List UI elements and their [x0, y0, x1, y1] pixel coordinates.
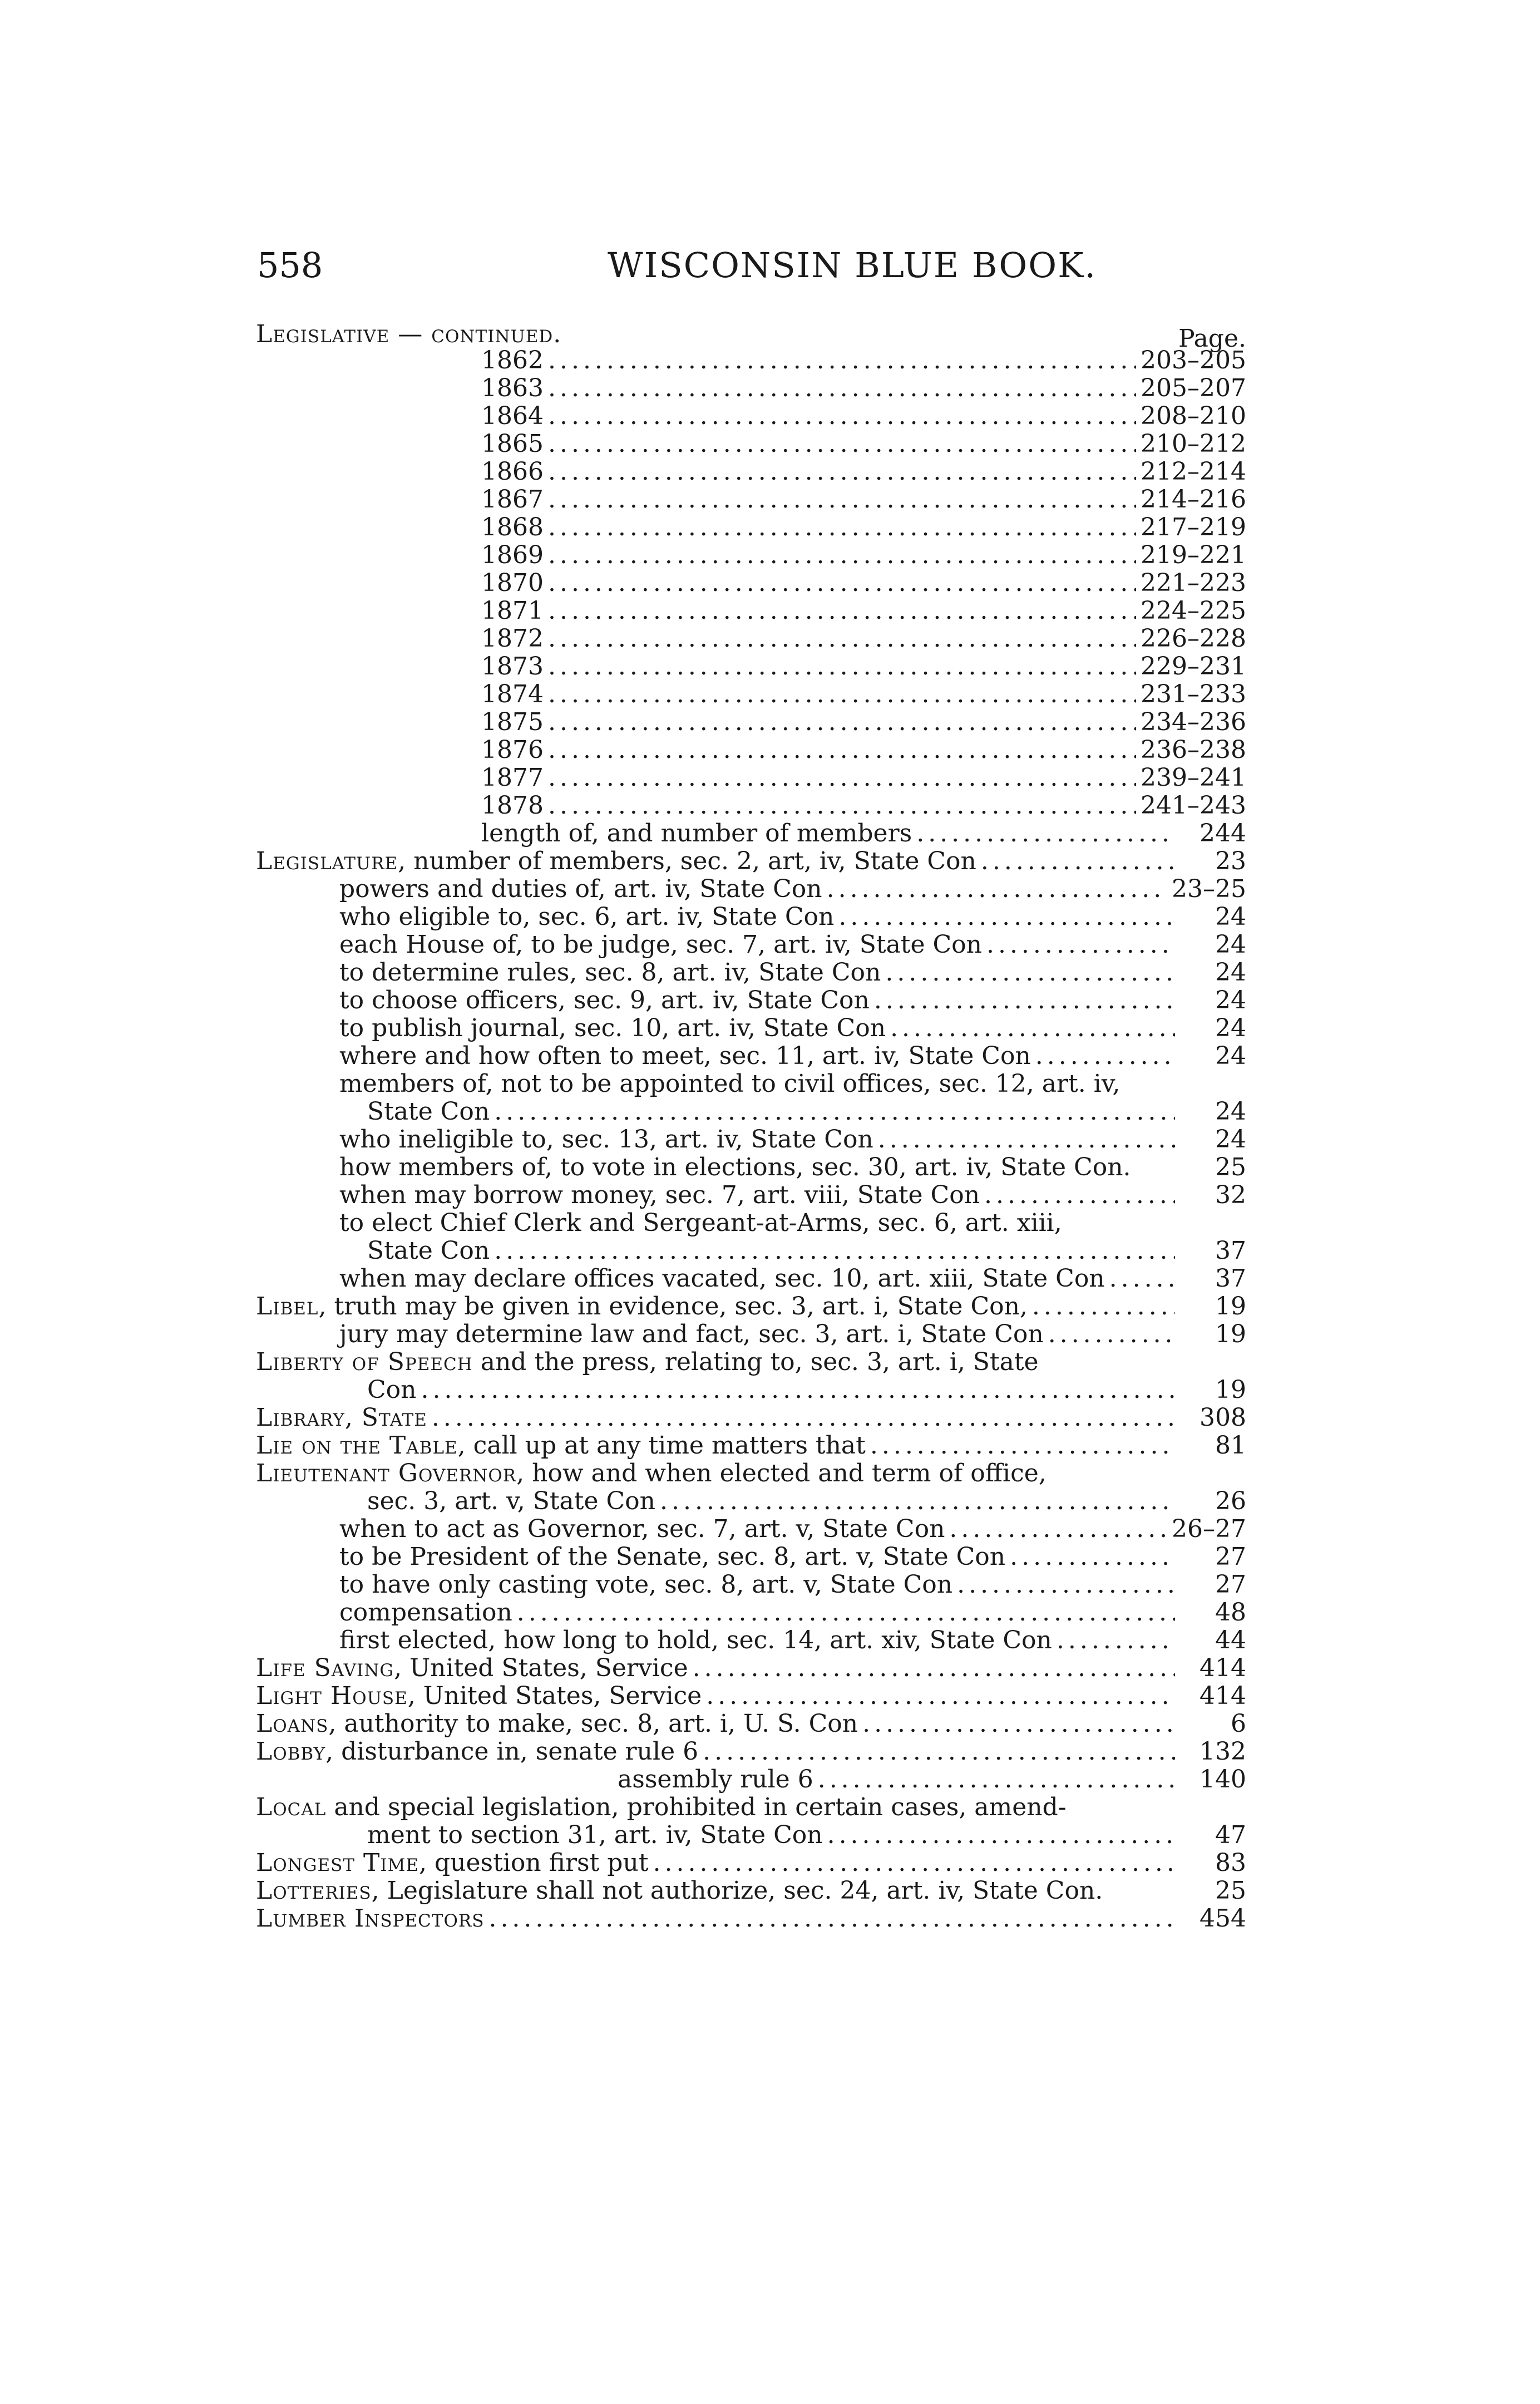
index-entry: Lobby, disturbance in, senate rule 6 ..... 132 — [256, 1738, 1246, 1766]
index-entry-first-line: Local and special legislation, prohibited in certain cases, amend- — [256, 1793, 1067, 1821]
index-entry: State Con ..... 37 — [256, 1237, 1246, 1265]
index-entry: who ineligible to, sec. 13, art. iv, State Con ..... 24 — [256, 1126, 1246, 1154]
index-entry: to be President of the Senate, sec. 8, art. v, State Con ..... 27 — [256, 1543, 1246, 1571]
entry-heading: Light House — [256, 1682, 408, 1710]
index-entry: Legislature, number of members, sec. 2, art, iv, State Con ..... 23 — [256, 848, 1246, 875]
entry-heading: Lieutenant Governor — [256, 1459, 517, 1487]
index-entry-first-line: Liberty of Speech and the press, relating to, sec. 3, art. i, State — [256, 1348, 1039, 1376]
page-number: 558 — [257, 245, 323, 285]
index-entry: ment to section 31, art. iv, State Con ..... 47 — [256, 1821, 1246, 1849]
continued-heading: Legislative — continued. — [256, 320, 562, 348]
index-entry: 1862 ..... 203–205 — [256, 347, 1246, 375]
index-entry: Lumber Inspectors ..... 454 — [256, 1905, 1246, 1933]
index-entry: assembly rule 6 ..... 140 — [256, 1766, 1246, 1794]
index-entry: 1864 ..... 208–210 — [256, 402, 1246, 430]
index-entry-first-line: to elect Chief Clerk and Sergeant-at-Arms, sec. 6, art. xiii, — [339, 1209, 1062, 1237]
entry-heading: Longest Time — [256, 1849, 419, 1877]
index-entry: where and how often to meet, sec. 11, art. iv, State Con ..... 24 — [256, 1042, 1246, 1070]
index-entry: Libel, truth may be given in evidence, sec. 3, art. i, State Con, ..... 19 — [256, 1293, 1246, 1321]
entry-heading: Loans — [256, 1710, 329, 1738]
index-entry: 1872 ..... 226–228 — [256, 625, 1246, 653]
index-entry: each House of, to be judge, sec. 7, art. iv, State Con ..... 24 — [256, 931, 1246, 959]
index-entry: how members of, to vote in elections, sec. 30, art. iv, State Con. 25 — [339, 1153, 1246, 1181]
index-entry: 1878 ..... 241–243 — [256, 792, 1246, 820]
index-entry: Loans, authority to make, sec. 8, art. i, U. S. Con ..... 6 — [256, 1710, 1246, 1738]
entry-heading: Lie on the Table — [256, 1431, 458, 1460]
running-title: WISCONSIN BLUE BOOK. — [608, 245, 1097, 285]
index-entry: Light House, United States, Service ..... 414 — [256, 1682, 1246, 1710]
entry-heading: Libel — [256, 1292, 319, 1321]
entry-heading: Lobby — [256, 1737, 326, 1766]
index-entry: length of, and number of members ..... 244 — [256, 820, 1246, 848]
index-body — [256, 320, 1246, 1933]
index-entry: sec. 3, art. v, State Con ..... 26 — [256, 1487, 1246, 1515]
entry-heading: Local — [256, 1793, 327, 1821]
index-entry: 1874 ..... 231–233 — [256, 681, 1246, 708]
column-heading — [256, 320, 1246, 353]
index-entry: powers and duties of, art. iv, State Con ..... 23–25 — [256, 875, 1246, 903]
index-entry: to choose officers, sec. 9, art. iv, State Con ..... 24 — [256, 987, 1246, 1014]
index-entry: 1869 ..... 219–221 — [256, 541, 1246, 569]
index-entry: when may borrow money, sec. 7, art. viii, State Con ..... 32 — [256, 1181, 1246, 1209]
index-entry: when to act as Governor, sec. 7, art. v, State Con ..... 26–27 — [256, 1515, 1246, 1543]
index-entry: 1866 ..... 212–214 — [256, 458, 1246, 486]
index-entry: 1875 ..... 234–236 — [256, 708, 1246, 736]
index-entry: Con ..... 19 — [256, 1376, 1246, 1404]
index-entry: 1868 ..... 217–219 — [256, 514, 1246, 541]
index-entry: who eligible to, sec. 6, art. iv, State Con ..... 24 — [256, 903, 1246, 931]
entry-heading: Library, State — [256, 1403, 427, 1432]
page-column-label: Page. — [1178, 324, 1246, 353]
index-entry: 1867 ..... 214–216 — [256, 486, 1246, 514]
index-entry: Library, State ..... 308 — [256, 1404, 1246, 1432]
index-entry: to publish journal, sec. 10, art. iv, State Con ..... 24 — [256, 1014, 1246, 1042]
entry-heading: Lumber Inspectors — [256, 1904, 485, 1933]
index-entry: Lotteries, Legislature shall not authorize, sec. 24, art. iv, State Con. 25 — [256, 1876, 1246, 1905]
index-entry: 1863 ..... 205–207 — [256, 375, 1246, 402]
index-entry: first elected, how long to hold, sec. 14, art. xiv, State Con ..... 44 — [256, 1627, 1246, 1654]
index-entry: Longest Time, question first put ..... 83 — [256, 1849, 1246, 1877]
index-entry: to have only casting vote, sec. 8, art. v, State Con ..... 27 — [256, 1571, 1246, 1599]
index-entry: 1876 ..... 236–238 — [256, 736, 1246, 764]
index-entry: 1877 ..... 239–241 — [256, 764, 1246, 792]
index-entry: 1873 ..... 229–231 — [256, 653, 1246, 681]
index-entry: 1870 ..... 221–223 — [256, 569, 1246, 597]
running-head — [257, 245, 1247, 289]
entry-heading: Liberty of Speech — [256, 1348, 473, 1376]
index-entry: compensation ..... 48 — [256, 1599, 1246, 1627]
entry-heading: Life Saving — [256, 1654, 394, 1682]
index-entry: jury may determine law and fact, sec. 3, art. i, State Con ..... 19 — [256, 1321, 1246, 1348]
index-entry-first-line: Lieutenant Governor, how and when elected and term of office, — [256, 1459, 1047, 1487]
index-entry: 1871 ..... 224–225 — [256, 597, 1246, 625]
index-entry-first-line: members of, not to be appointed to civil offices, sec. 12, art. iv, — [339, 1070, 1121, 1098]
entry-heading: Legislature — [256, 847, 398, 875]
index-entry: to determine rules, sec. 8, art. iv, State Con ..... 24 — [256, 959, 1246, 987]
entry-heading: Lotteries — [256, 1876, 372, 1905]
index-entry: Life Saving, United States, Service ..... 414 — [256, 1654, 1246, 1682]
index-entry: when may declare offices vacated, sec. 10, art. xiii, State Con ..... 37 — [256, 1265, 1246, 1293]
index-entry: State Con ..... 24 — [256, 1098, 1246, 1126]
index-entry: Lie on the Table, call up at any time matters that ..... 81 — [256, 1432, 1246, 1460]
index-entry: 1865 ..... 210–212 — [256, 430, 1246, 458]
